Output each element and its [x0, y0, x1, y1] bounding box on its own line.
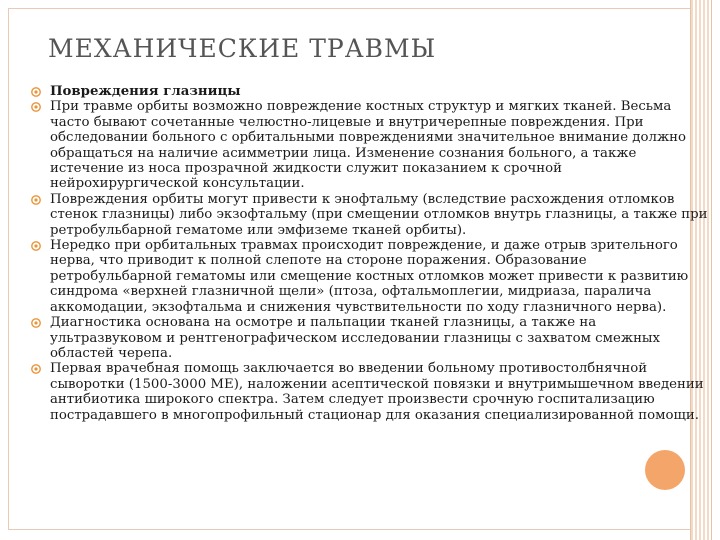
paragraph-text: Диагностика основана на осмотре и пальпации тканей глазницы, а также на ультразвуковом и рентгенографическом исследовании глазницы с захватом смежных областей черепа. — [50, 315, 661, 361]
list-item — [28, 192, 712, 238]
bullet-icon — [30, 86, 42, 98]
paragraph-text: Нередко при орбитальных травмах происходит повреждение, и даже отрыв зрительного нерва, что приводит к полной слепоте на стороне поражения. Образование ретробульбарной гематомы или смещение костных отломков может привести к развитию синдрома «верхней глазничной щели» (птоза, офтальмоплегии, мидриаза, паралича аккомодации, экзофтальма и снижения чувствительности по ходу глазничного нерва). — [50, 238, 689, 315]
bullet-icon — [30, 317, 42, 329]
decorative-circle — [645, 450, 685, 490]
paragraph-text: Повреждения орбиты могут привести к энофтальму (вследствие расхождения отломков стенок глазницы) либо экзофтальму (при смещении отломков внутрь глазницы, а также при ретробульбарной гематоме или эмфиземе тканей орбиты). — [50, 191, 708, 238]
list-item — [28, 315, 712, 361]
slide-content — [28, 84, 712, 423]
list-item — [28, 99, 712, 191]
slide-title: МЕХАНИЧЕСКИЕ ТРАВМЫ — [48, 34, 437, 63]
paragraph-text: При травме орбиты возможно повреждение костных структур и мягких тканей. Весьма часто бывают сочетанные челюстно-лицевые и внутричерепные повреждения. При обследовании больного с орбитальными повреждениями значительное внимание должно обращаться на наличие асимметрии лица. Изменение сознания больного, а также истечение из носа прозрачной жидкости служит показанием к срочной нейрохирургической консультации. — [50, 99, 687, 192]
list-item — [28, 238, 712, 315]
paragraph-text: Первая врачебная помощь заключается во введении больному противостолбнячной сыворотки (1500-3000 МЕ), наложении асептической повязки и внутримышечном введении антибиотика широкого спектра. Затем следует произвести срочную госпитализацию пострадавшего в многопрофильный стационар для оказания специализированной помощи. — [50, 361, 704, 423]
section-heading: Повреждения глазницы — [50, 84, 241, 99]
list-item — [28, 361, 712, 423]
list-item — [28, 84, 712, 99]
bullet-icon — [30, 194, 42, 206]
bullet-icon — [30, 240, 42, 252]
bullet-icon — [30, 101, 42, 113]
bullet-icon — [30, 363, 42, 375]
